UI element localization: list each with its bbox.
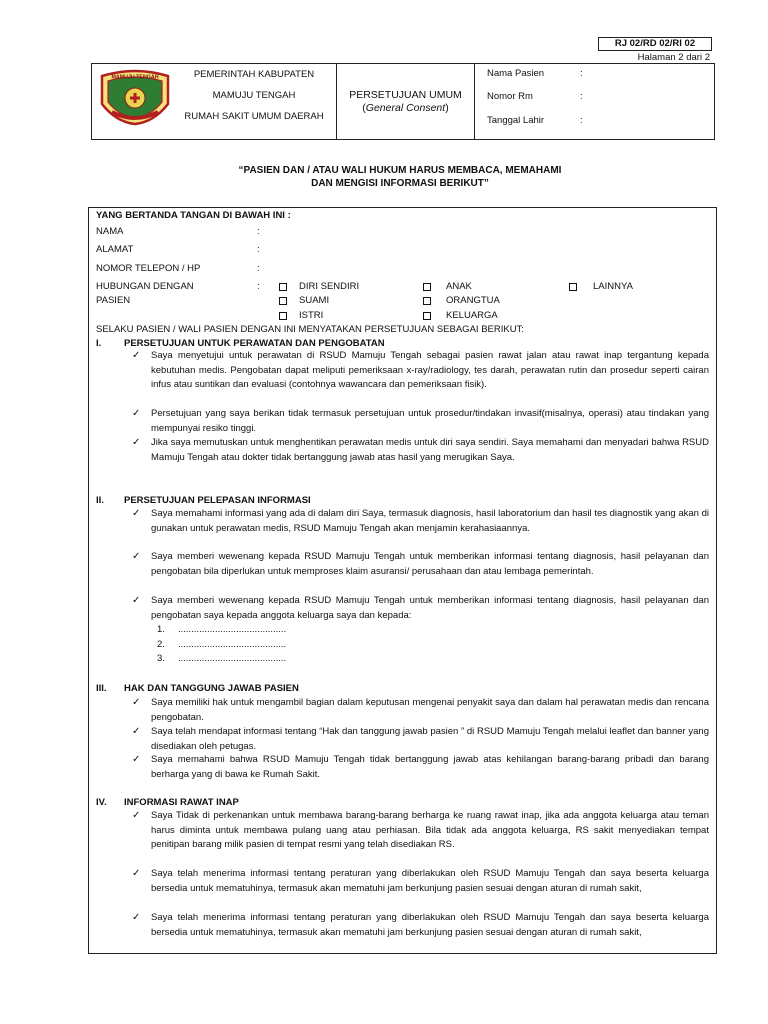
checkbox-istri[interactable] — [279, 312, 287, 320]
checkbox-keluarga[interactable] — [423, 312, 431, 320]
section-3-item-2: Saya telah mendapat informasi tentang “Hak dan tanggung jawab pasien ” di RSUD Mamuju Tengah melalui leaflet dan banner yang disediakan oleh petugas. — [151, 726, 709, 752]
numbered-item-1-field[interactable]: ......................................... — [178, 624, 287, 635]
section-1-title: PERSETUJUAN UNTUK PERAWATAN DAN PENGOBATAN — [124, 338, 385, 349]
check-icon: ✓ — [132, 595, 141, 606]
record-number-label: Nomor Rm — [487, 91, 533, 102]
form-subtitle: (General Consent) — [362, 102, 449, 114]
numbered-item-2-number: 2. — [157, 639, 165, 650]
institution-cell — [92, 64, 337, 139]
institution-line-3: RUMAH SAKIT UMUM DAERAH — [184, 111, 324, 122]
instruction-heading: “PASIEN DAN / ATAU WALI HUKUM HARUS MEMBACA, MEMAHAMI DAN MENGISI INFORMASI BERIKUT” — [238, 165, 562, 189]
section-2-number: II. — [96, 495, 104, 506]
numbered-item-2-field[interactable]: ......................................... — [178, 639, 287, 650]
option-diri-sendiri: DIRI SENDIRI — [299, 281, 360, 292]
option-suami: SUAMI — [299, 295, 330, 306]
section-4-number: IV. — [96, 797, 107, 808]
relation-label-1: HUBUNGAN DENGAN — [96, 281, 194, 292]
check-icon: ✓ — [132, 868, 141, 879]
name-label: NAMA — [96, 226, 124, 237]
patient-name-field[interactable]: : — [580, 68, 583, 79]
section-4-item-2: Saya telah menerima informasi tentang peraturan yang diberlakukan oleh RSUD Mamuju Tengah dan saya beserta keluarga bersedia untuk mematuhinya, termasuk akan mematuhi jam berkunjung pasien sesuai dengan aturan di rumah sakit, — [151, 868, 709, 894]
address-label: ALAMAT — [96, 244, 134, 255]
option-anak: ANAK — [446, 281, 472, 292]
check-icon: ✓ — [132, 726, 141, 737]
section-2-item-1: Saya memahami informasi yang ada di dalam diri Saya, termasuk diagnosis, hasil laboratorium dan hasil tes diagnostik yang akan di gunakan untuk perawatan medis, RSUD Mamuju Tengah akan menjamin kerahasiaannya. — [151, 508, 709, 534]
section-4-title: INFORMASI RAWAT INAP — [124, 797, 239, 808]
form-title-cell — [337, 64, 475, 139]
section-4-item-3: Saya telah menerima informasi tentang peraturan yang diberlakukan oleh RSUD Mamuju Tengah dan saya beserta keluarga bersedia untuk mematuhinya, termasuk akan mematuhi jam berkunjung pasien sesuai dengan aturan di rumah sakit, — [151, 912, 709, 938]
checkbox-suami[interactable] — [279, 297, 287, 305]
section-1-item-1: Saya menyetujui untuk perawatan di RSUD Mamuju Tengah sebagai pasien rawat jalan atau rawat inap tergantung kepada kebutuhan medis. Pengobatan dapat meliputi pemeriksaan x-ray/radiology, tes darah, perawatan rutin dan prosedur seperti cairan infus atau suntikan dan evaluasi (contohnya wawancara dan pemeriksaan fisik). — [151, 350, 709, 390]
check-icon: ✓ — [132, 697, 141, 708]
document-code: RJ 02/RD 02/RI 02 — [598, 37, 712, 51]
section-2-item-3: Saya memberi wewenang kepada RSUD Mamuju Tengah untuk memberikan informasi tentang diagnosis, hasil pelayanan dan pengobatan saya kepada anggota keluarga saya dan kepada: — [151, 595, 709, 621]
check-icon: ✓ — [132, 912, 141, 923]
section-3-item-3: Saya memahami bahwa RSUD Mamuju Tengah tidak bertanggung jawab atas kehilangan barang-barang pribadi dan barang berharga yang di bawa ke Rumah Sakit. — [151, 754, 709, 780]
form-title: PERSETUJUAN UMUM — [349, 89, 462, 101]
checkbox-diri-sendiri[interactable] — [279, 283, 287, 291]
check-icon: ✓ — [132, 508, 141, 519]
check-icon: ✓ — [132, 551, 141, 562]
record-number-field[interactable]: : — [580, 91, 583, 102]
section-3-item-1: Saya memiliki hak untuk mengambil bagian dalam keputusan mengenai penyakit saya dan dalam hal perawatan medis dan rencana pengobatan. — [151, 697, 709, 723]
option-orangtua: ORANGTUA — [446, 295, 500, 306]
phone-field[interactable]: : — [257, 263, 260, 274]
section-4-item-1: Saya Tidak di perkenankan untuk membawa barang-barang berharga ke ruang rawat inap, jika ada anggota keluarga atau teman harus diminta untuk membawa pulang uang atau perhiasan. Bila tidak ada anggota keluarga, RS sakit menyediakan tempat penitipan barang milik pasien di tempat resmi yang telah disediakan RS. — [151, 810, 709, 850]
patient-info-cell — [475, 64, 713, 139]
consent-form-body — [88, 207, 717, 954]
institution-line-1: PEMERINTAH KABUPATEN — [193, 69, 315, 80]
section-3-title: HAK DAN TANGGUNG JAWAB PASIEN — [124, 683, 299, 694]
numbered-item-3-number: 3. — [157, 653, 165, 664]
option-keluarga: KELUARGA — [446, 310, 498, 321]
check-icon: ✓ — [132, 437, 141, 448]
birth-date-field[interactable]: : — [580, 115, 583, 126]
checkbox-orangtua[interactable] — [423, 297, 431, 305]
hospital-logo — [96, 68, 174, 126]
section-2-item-2: Saya memberi wewenang kepada RSUD Mamuju Tengah untuk memberikan informasi tentang diagnosis, hasil pelayanan dan pengobatan bila diperlukan untuk memproses klaim asuransi/ perusahaan dan atau lembaga pemerintah. — [151, 551, 709, 577]
numbered-item-3-field[interactable]: ......................................... — [178, 653, 287, 664]
option-istri: ISTRI — [299, 310, 324, 321]
name-field[interactable]: : — [257, 226, 260, 237]
svg-text:MAMUJU TENGAH: MAMUJU TENGAH — [111, 74, 159, 81]
section-1-number: I. — [96, 338, 102, 349]
section-1-item-2: Persetujuan yang saya berikan tidak termasuk persetujuan untuk prosedur/tindakan invasif(misalnya, operasi) atau tindakan yang mempunyai resiko tinggi. — [151, 408, 709, 434]
checkbox-lainnya[interactable] — [569, 283, 577, 291]
header-table — [91, 63, 715, 140]
address-field[interactable]: : — [257, 244, 260, 255]
relation-separator: : — [257, 281, 260, 292]
consent-statement: SELAKU PASIEN / WALI PASIEN DENGAN INI MENYATAKAN PERSETUJUAN SEBAGAI BERIKUT: — [96, 324, 524, 335]
numbered-item-1-number: 1. — [157, 624, 165, 635]
page-info: Halaman 2 dari 2 — [637, 52, 710, 63]
check-icon: ✓ — [132, 350, 141, 361]
check-icon: ✓ — [132, 408, 141, 419]
section-3-number: III. — [96, 683, 107, 694]
section-1-item-3: Jika saya memutuskan untuk menghentikan perawatan medis untuk diri saya sendiri. Saya memahami dan menyadari bahwa RSUD Mamuju Tengah atau dokter tidak bertanggung jawab atas hasil yang merugikan Saya. — [151, 437, 709, 463]
phone-label: NOMOR TELEPON / HP — [96, 263, 201, 274]
signer-heading: YANG BERTANDA TANGAN DI BAWAH INI : — [96, 210, 291, 221]
option-lainnya: LAINNYA — [593, 281, 633, 292]
check-icon: ✓ — [132, 810, 141, 821]
institution-line-2: MAMUJU TENGAH — [212, 90, 296, 101]
patient-name-label: Nama Pasien — [487, 68, 545, 79]
check-icon: ✓ — [132, 754, 141, 765]
birth-date-label: Tanggal Lahir — [487, 115, 545, 126]
relation-label-2: PASIEN — [96, 295, 131, 306]
section-2-title: PERSETUJUAN PELEPASAN INFORMASI — [124, 495, 311, 506]
checkbox-anak[interactable] — [423, 283, 431, 291]
